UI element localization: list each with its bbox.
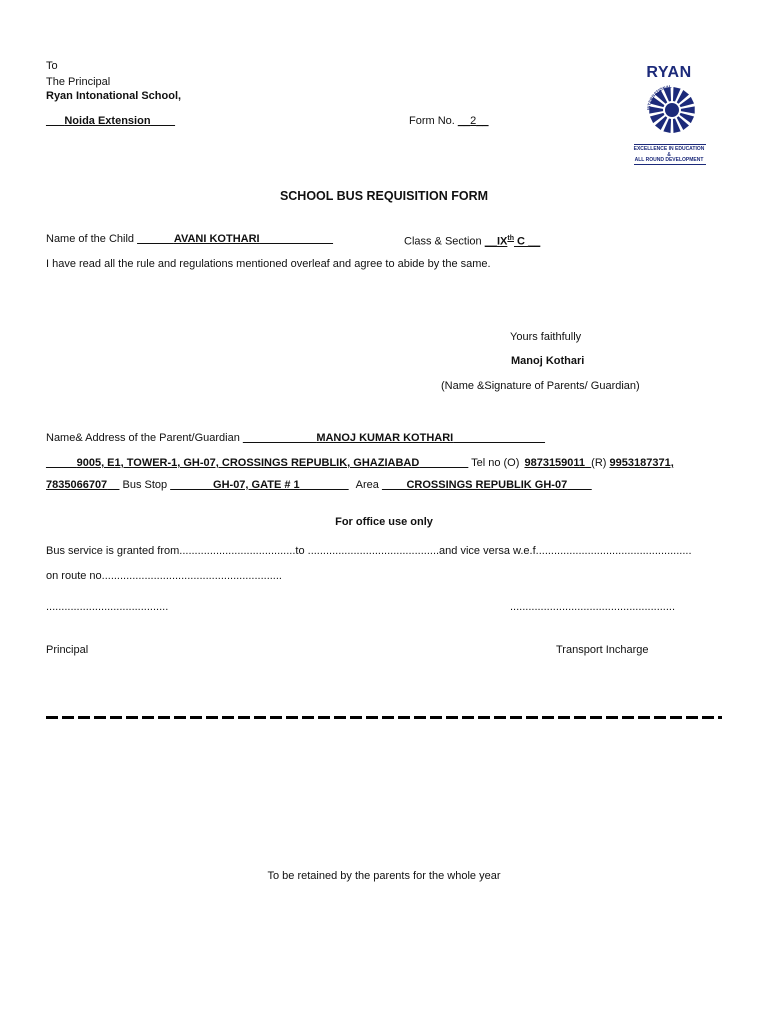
logo-tagline-1: EXCELLENCE IN EDUCATION — [633, 146, 705, 152]
principal-label-bottom: Principal — [46, 644, 89, 656]
tel-office-label: Tel no (O) — [471, 457, 520, 469]
tel-mobile-blank: __ — [107, 479, 120, 491]
cut-line-divider — [46, 716, 722, 719]
busstop-area-row — [46, 478, 592, 492]
bus-stop-value: GH-07, GATE # 1 — [213, 479, 300, 491]
form-no-blank-post: __ — [476, 115, 489, 127]
child-blank-post: ____________ — [259, 233, 334, 245]
logo-ray-icon — [681, 106, 695, 113]
form-no-label: Form No. — [409, 115, 455, 127]
location-blank-post: ____ — [150, 115, 176, 127]
child-name-value: AVANI KOTHARI — [173, 233, 260, 245]
retain-note: To be retained by the parents for the whole year — [267, 870, 501, 882]
class-blank-post: __ — [528, 235, 541, 248]
bus-stop-blank-post: ________ — [299, 479, 349, 491]
area-blank-pre: ____ — [381, 479, 407, 491]
logo-tagline-2: ALL ROUND DEVELOPMENT — [634, 157, 704, 163]
child-name-label: Name of the Child — [46, 233, 135, 245]
area-value: CROSSINGS REPUBLIK GH-07 — [406, 479, 568, 491]
logo-ray-icon — [649, 106, 663, 113]
location-value: Noida Extension — [64, 115, 151, 127]
office-use-heading: For office use only — [335, 516, 433, 528]
parent-signature-name: Manoj Kothari — [511, 355, 585, 367]
address-value: 9005, E1, TOWER-1, GH-07, CROSSINGS REPUBLIK, GHAZIABAD — [76, 457, 420, 469]
principal-signature-line: ........................................ — [46, 601, 169, 613]
tel-mobile-value: 7835066707 — [46, 479, 108, 491]
logo-tagline-amp: & — [667, 152, 671, 158]
logo-divider — [634, 144, 706, 145]
school-location — [46, 114, 175, 128]
form-no-blank-pre: __ — [457, 115, 471, 127]
area-blank-post: ____ — [567, 479, 592, 491]
class-section-row — [404, 232, 540, 249]
route-no-line: on route no........................................................... — [46, 570, 282, 582]
tel-res-label: (R) — [591, 457, 607, 469]
child-blank-pre: ______ — [137, 233, 174, 245]
class-value: IX — [496, 235, 508, 248]
form-no-value: 2 — [470, 115, 477, 127]
logo-wordmark: RYAN — [646, 64, 692, 81]
logo-divider-bottom — [634, 164, 706, 165]
address-blank-pre: _____ — [46, 457, 77, 469]
guardian-blank-post: _______________ — [453, 432, 545, 444]
to-label: To — [46, 60, 58, 72]
tel-office-blank: _ — [585, 457, 592, 469]
tel-res-value: 9953187371, — [609, 457, 674, 469]
transport-signature-line: ...................................................... — [510, 601, 676, 613]
address-blank-post: ________ — [419, 457, 469, 469]
form-title: SCHOOL BUS REQUISITION FORM — [279, 189, 489, 203]
school-name: Ryan Intonational School, — [46, 90, 182, 102]
guardian-label: Name& Address of the Parent/Guardian — [46, 432, 240, 444]
class-section-label: Class & Section — [404, 235, 482, 248]
declaration-text: I have read all the rule and regulations mentioned overleaf and agree to abide by the same. — [46, 258, 491, 270]
closing-text: Yours faithfully — [510, 331, 582, 343]
transport-incharge-label: Transport Incharge — [556, 644, 649, 656]
location-blank-pre: ___ — [46, 115, 65, 127]
guardian-name-value: MANOJ KUMAR KOTHARI — [316, 432, 454, 444]
class-blank-pre: __ — [484, 235, 497, 248]
child-name-row — [46, 232, 333, 246]
ryan-logo — [630, 64, 708, 166]
class-superscript: th — [507, 235, 514, 242]
bus-stop-blank-pre: _______ — [170, 479, 214, 491]
form-number — [409, 114, 489, 128]
principal-label: The Principal — [46, 76, 111, 88]
bus-stop-label: Bus Stop — [122, 479, 168, 491]
address-tel-row — [46, 456, 674, 470]
logo-ring-text: INTERNATIONAL — [645, 83, 672, 111]
guardian-row — [46, 431, 545, 445]
logo-sunburst-icon — [636, 80, 702, 142]
signature-caption: (Name &Signature of Parents/ Guardian) — [441, 380, 640, 392]
tel-office-value: 9873159011 — [524, 457, 586, 469]
section-value: C — [513, 235, 529, 248]
guardian-blank-pre: ____________ — [242, 432, 317, 444]
area-label: Area — [355, 479, 379, 491]
bus-service-granted-line: Bus service is granted from......................................to ...........................................and vice versa w.e.f................................................... — [46, 545, 692, 557]
